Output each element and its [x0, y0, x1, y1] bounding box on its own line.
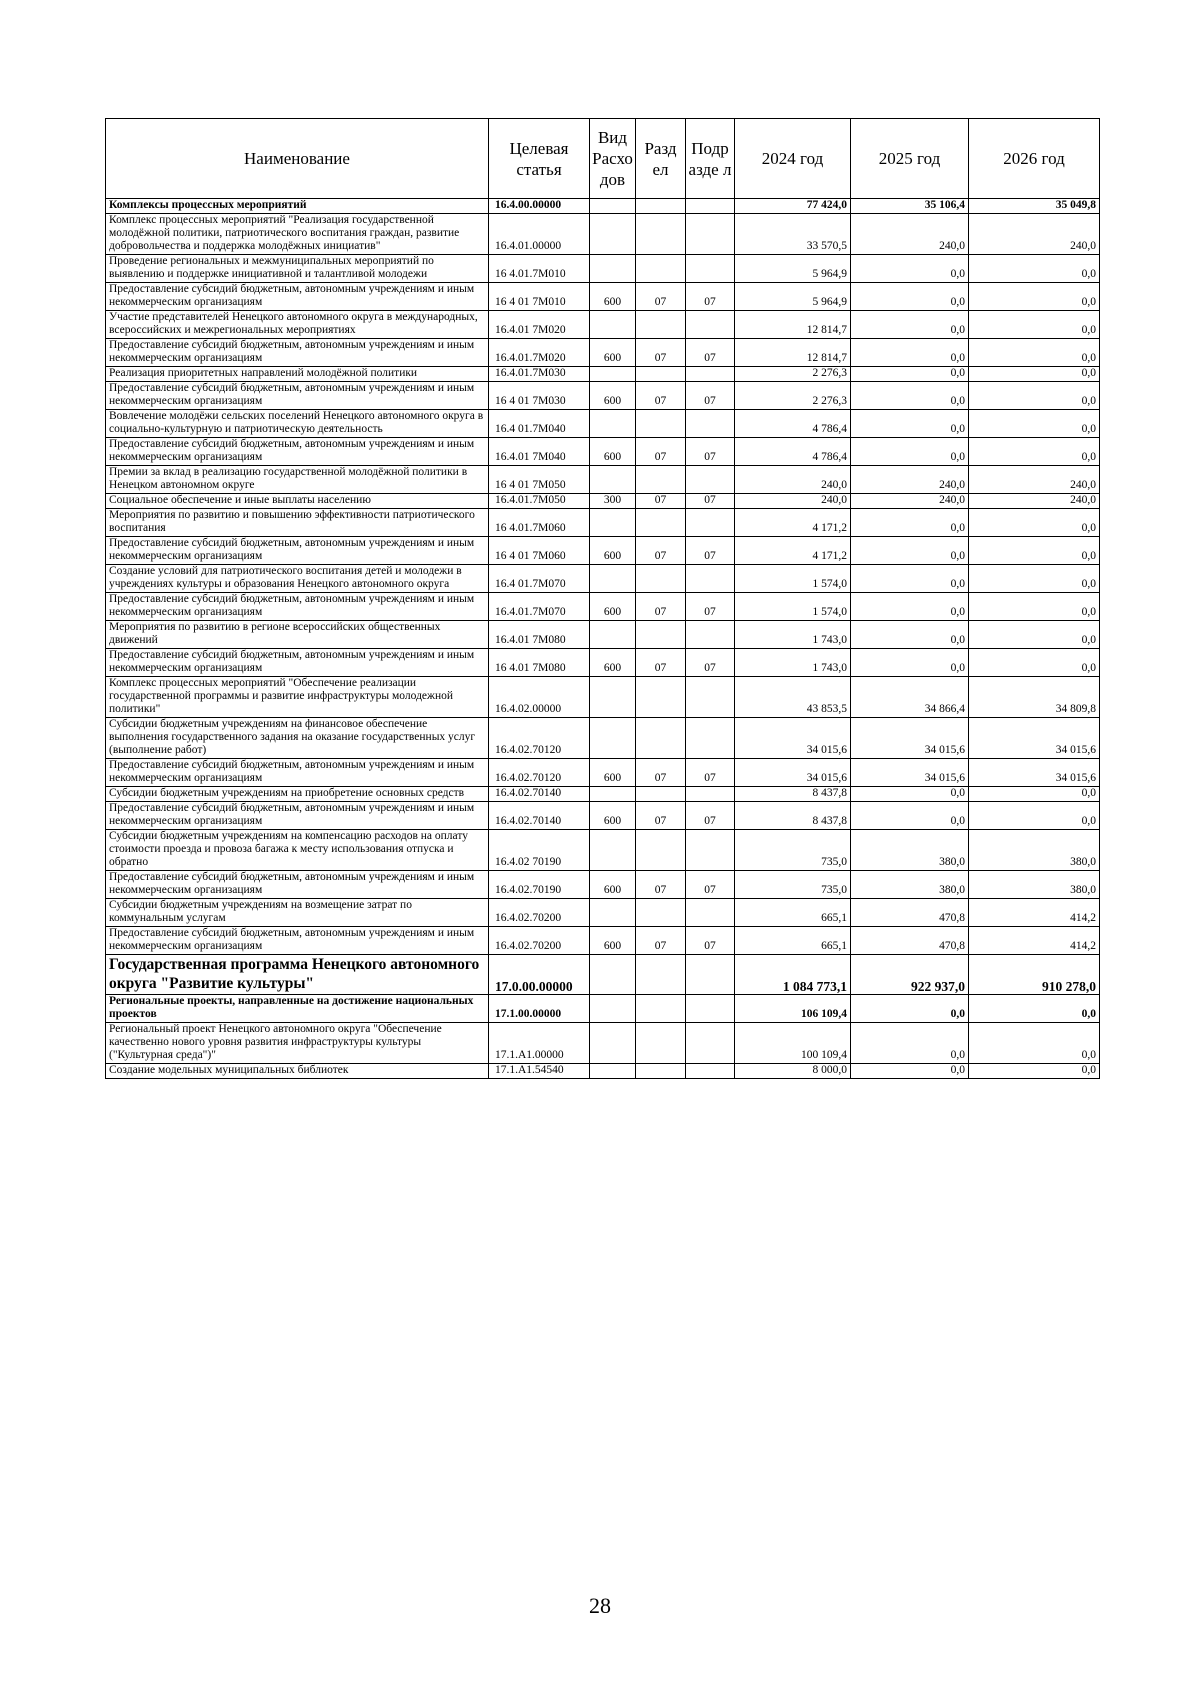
row-2026-cell: 34 809,8 — [969, 677, 1100, 718]
row-article-cell: 16 4.01.7М060 — [489, 509, 590, 537]
row-article-cell: 16.4 01.7М070 — [489, 565, 590, 593]
table-row — [106, 802, 1100, 830]
row-section-cell — [636, 830, 686, 871]
row-2026-cell: 0,0 — [969, 410, 1100, 438]
row-section-cell — [636, 995, 686, 1023]
table-row — [106, 899, 1100, 927]
table-row — [106, 871, 1100, 899]
table-row — [106, 438, 1100, 466]
row-2025-cell: 0,0 — [851, 1023, 969, 1064]
row-subsection-cell — [686, 255, 735, 283]
row-2025-cell: 0,0 — [851, 593, 969, 621]
row-subsection-cell: 07 — [686, 649, 735, 677]
row-article-cell: 16.4.02.70190 — [489, 871, 590, 899]
row-section-cell — [636, 1023, 686, 1064]
row-subsection-cell — [686, 214, 735, 255]
row-section-cell: 07 — [636, 283, 686, 311]
row-2026-cell: 0,0 — [969, 787, 1100, 802]
row-article-cell: 16.4.00.00000 — [489, 199, 590, 214]
table-row — [106, 649, 1100, 677]
row-article-cell: 16 4 01 7М060 — [489, 537, 590, 565]
row-section-cell: 07 — [636, 927, 686, 955]
row-type-cell — [590, 410, 636, 438]
row-section-cell — [636, 367, 686, 382]
row-type-cell — [590, 509, 636, 537]
row-name-cell: Социальное обеспечение и иные выплаты населению — [106, 494, 489, 509]
table-row — [106, 255, 1100, 283]
row-2025-cell: 0,0 — [851, 537, 969, 565]
row-subsection-cell — [686, 621, 735, 649]
row-2024-cell: 12 814,7 — [735, 311, 851, 339]
row-2026-cell: 0,0 — [969, 283, 1100, 311]
budget-table — [105, 118, 1100, 1079]
row-2024-cell: 100 109,4 — [735, 1023, 851, 1064]
row-2026-cell: 380,0 — [969, 871, 1100, 899]
row-2025-cell: 0,0 — [851, 621, 969, 649]
row-2026-cell: 0,0 — [969, 537, 1100, 565]
row-name-cell: Комплекс процессных мероприятий "Реализация государственной молодёжной политики, патриотического воспитания граждан, развитие добровольчества и поддержка молодёжных инициатив" — [106, 214, 489, 255]
row-2025-cell: 0,0 — [851, 410, 969, 438]
row-section-cell — [636, 955, 686, 995]
row-article-cell: 17.1.А1.54540 — [489, 1064, 590, 1079]
row-article-cell: 16.4.01.7М030 — [489, 367, 590, 382]
row-subsection-cell — [686, 995, 735, 1023]
row-section-cell: 07 — [636, 759, 686, 787]
row-2024-cell: 106 109,4 — [735, 995, 851, 1023]
row-section-cell: 07 — [636, 593, 686, 621]
table-row — [106, 1023, 1100, 1064]
row-2026-cell: 380,0 — [969, 830, 1100, 871]
row-name-cell: Субсидии бюджетным учреждениям на приобретение основных средств — [106, 787, 489, 802]
header-subsection: Подр азде л — [686, 119, 735, 199]
table-row — [106, 787, 1100, 802]
row-2024-cell: 8 000,0 — [735, 1064, 851, 1079]
table-row — [106, 283, 1100, 311]
row-type-cell — [590, 677, 636, 718]
table-row — [106, 593, 1100, 621]
row-subsection-cell — [686, 787, 735, 802]
row-subsection-cell: 07 — [686, 537, 735, 565]
row-2025-cell: 34 866,4 — [851, 677, 969, 718]
row-section-cell — [636, 466, 686, 494]
row-2024-cell: 240,0 — [735, 494, 851, 509]
row-name-cell: Субсидии бюджетным учреждениям на финансовое обеспечение выполнения государственного задания на оказание государственных услуг (выполнение работ) — [106, 718, 489, 759]
row-2024-cell: 2 276,3 — [735, 367, 851, 382]
row-name-cell: Комплекс процессных мероприятий "Обеспечение реализации государственной программы и развитие инфраструктуры молодежной политики" — [106, 677, 489, 718]
table-row — [106, 214, 1100, 255]
row-2025-cell: 0,0 — [851, 565, 969, 593]
row-type-cell: 300 — [590, 494, 636, 509]
row-2026-cell: 34 015,6 — [969, 759, 1100, 787]
row-2026-cell: 414,2 — [969, 899, 1100, 927]
row-type-cell: 600 — [590, 871, 636, 899]
row-2025-cell: 240,0 — [851, 214, 969, 255]
row-article-cell: 17.1.А1.00000 — [489, 1023, 590, 1064]
row-type-cell — [590, 311, 636, 339]
row-name-cell: Субсидии бюджетным учреждениям на возмещение затрат по коммунальным услугам — [106, 899, 489, 927]
table-row — [106, 995, 1100, 1023]
row-2026-cell: 0,0 — [969, 1023, 1100, 1064]
row-2026-cell: 0,0 — [969, 382, 1100, 410]
row-name-cell: Государственная программа Ненецкого автономного округа "Развитие культуры" — [106, 955, 489, 995]
row-type-cell — [590, 899, 636, 927]
row-type-cell — [590, 1064, 636, 1079]
row-2026-cell: 240,0 — [969, 494, 1100, 509]
row-section-cell: 07 — [636, 438, 686, 466]
table-row — [106, 311, 1100, 339]
row-2024-cell: 4 171,2 — [735, 537, 851, 565]
row-article-cell: 16.4.02.70120 — [489, 718, 590, 759]
row-2024-cell: 33 570,5 — [735, 214, 851, 255]
header-type: Вид Расхо дов — [590, 119, 636, 199]
header-2024: 2024 год — [735, 119, 851, 199]
row-name-cell: Субсидии бюджетным учреждениям на компенсацию расходов на оплату стоимости проезда и провоза багажа к месту использования отпуска и обратно — [106, 830, 489, 871]
row-2025-cell: 380,0 — [851, 830, 969, 871]
row-name-cell: Премии за вклад в реализацию государственной молодёжной политики в Ненецком автономном округе — [106, 466, 489, 494]
row-name-cell: Создание модельных муниципальных библиотек — [106, 1064, 489, 1079]
row-article-cell: 16 4.01 7М080 — [489, 649, 590, 677]
row-subsection-cell — [686, 1023, 735, 1064]
row-type-cell: 600 — [590, 382, 636, 410]
row-subsection-cell — [686, 955, 735, 995]
row-article-cell: 16.4.02.70140 — [489, 802, 590, 830]
row-section-cell — [636, 255, 686, 283]
row-section-cell: 07 — [636, 649, 686, 677]
row-type-cell — [590, 830, 636, 871]
row-2024-cell: 2 276,3 — [735, 382, 851, 410]
row-2024-cell: 1 084 773,1 — [735, 955, 851, 995]
row-2024-cell: 8 437,8 — [735, 802, 851, 830]
row-type-cell: 600 — [590, 649, 636, 677]
row-2024-cell: 665,1 — [735, 899, 851, 927]
row-subsection-cell: 07 — [686, 871, 735, 899]
row-section-cell — [636, 718, 686, 759]
row-2026-cell: 0,0 — [969, 621, 1100, 649]
row-2026-cell: 0,0 — [969, 995, 1100, 1023]
header-name: Наименование — [106, 119, 489, 199]
row-type-cell: 600 — [590, 339, 636, 367]
row-2024-cell: 665,1 — [735, 927, 851, 955]
row-2025-cell: 0,0 — [851, 367, 969, 382]
row-2026-cell: 34 015,6 — [969, 718, 1100, 759]
row-article-cell: 16.4.02.70200 — [489, 899, 590, 927]
row-article-cell: 17.1.00.00000 — [489, 995, 590, 1023]
row-article-cell: 16.4.02 70190 — [489, 830, 590, 871]
row-2026-cell: 240,0 — [969, 214, 1100, 255]
row-2026-cell: 0,0 — [969, 255, 1100, 283]
row-2026-cell: 0,0 — [969, 802, 1100, 830]
row-article-cell: 16 4.01.7М010 — [489, 255, 590, 283]
row-article-cell: 16.4.01 7М080 — [489, 621, 590, 649]
row-name-cell: Предоставление субсидий бюджетным, автономным учреждениям и иным некоммерческим организациям — [106, 802, 489, 830]
row-2024-cell: 1 743,0 — [735, 649, 851, 677]
row-2026-cell: 910 278,0 — [969, 955, 1100, 995]
row-2025-cell: 0,0 — [851, 283, 969, 311]
row-name-cell: Предоставление субсидий бюджетным, автономным учреждениям и иным некоммерческим организациям — [106, 759, 489, 787]
row-type-cell — [590, 255, 636, 283]
row-subsection-cell: 07 — [686, 283, 735, 311]
row-type-cell — [590, 367, 636, 382]
table-row — [106, 677, 1100, 718]
row-type-cell: 600 — [590, 927, 636, 955]
row-name-cell: Вовлечение молодёжи сельских поселений Ненецкого автономного округа в социально-культурную и патриотическую деятельность — [106, 410, 489, 438]
row-section-cell — [636, 565, 686, 593]
row-2026-cell: 0,0 — [969, 593, 1100, 621]
row-type-cell: 600 — [590, 802, 636, 830]
row-subsection-cell — [686, 199, 735, 214]
row-2024-cell: 5 964,9 — [735, 255, 851, 283]
row-2026-cell: 0,0 — [969, 367, 1100, 382]
table-row — [106, 339, 1100, 367]
row-article-cell: 16 4 01 7М050 — [489, 466, 590, 494]
row-type-cell — [590, 718, 636, 759]
row-type-cell: 600 — [590, 283, 636, 311]
header-section: Разд ел — [636, 119, 686, 199]
row-2026-cell: 414,2 — [969, 927, 1100, 955]
row-section-cell — [636, 899, 686, 927]
row-2024-cell: 43 853,5 — [735, 677, 851, 718]
row-name-cell: Предоставление субсидий бюджетным, автономным учреждениям и иным некоммерческим организациям — [106, 438, 489, 466]
row-name-cell: Предоставление субсидий бюджетным, автономным учреждениям и иным некоммерческим организациям — [106, 593, 489, 621]
table-row — [106, 509, 1100, 537]
row-2025-cell: 470,8 — [851, 899, 969, 927]
table-row — [106, 537, 1100, 565]
row-2026-cell: 0,0 — [969, 1064, 1100, 1079]
row-2024-cell: 5 964,9 — [735, 283, 851, 311]
row-name-cell: Предоставление субсидий бюджетным, автономным учреждениям и иным некоммерческим организациям — [106, 537, 489, 565]
row-2025-cell: 470,8 — [851, 927, 969, 955]
row-name-cell: Предоставление субсидий бюджетным, автономным учреждениям и иным некоммерческим организациям — [106, 871, 489, 899]
row-section-cell — [636, 621, 686, 649]
row-article-cell: 17.0.00.00000 — [489, 955, 590, 995]
row-name-cell: Мероприятия по развитию и повышению эффективности патриотического воспитания — [106, 509, 489, 537]
row-section-cell: 07 — [636, 382, 686, 410]
row-2025-cell: 34 015,6 — [851, 759, 969, 787]
row-2025-cell: 0,0 — [851, 1064, 969, 1079]
row-name-cell: Региональные проекты, направленные на достижение национальных проектов — [106, 995, 489, 1023]
row-article-cell: 16.4.02.70200 — [489, 927, 590, 955]
row-2024-cell: 34 015,6 — [735, 759, 851, 787]
row-2025-cell: 0,0 — [851, 509, 969, 537]
row-2024-cell: 1 743,0 — [735, 621, 851, 649]
row-section-cell — [636, 311, 686, 339]
row-article-cell: 16.4.01.7М020 — [489, 339, 590, 367]
row-subsection-cell — [686, 466, 735, 494]
row-subsection-cell — [686, 410, 735, 438]
row-section-cell: 07 — [636, 802, 686, 830]
row-2025-cell: 0,0 — [851, 787, 969, 802]
row-type-cell — [590, 466, 636, 494]
row-type-cell — [590, 214, 636, 255]
row-2026-cell: 35 049,8 — [969, 199, 1100, 214]
row-section-cell — [636, 677, 686, 718]
row-type-cell — [590, 621, 636, 649]
table-header-row — [106, 119, 1100, 199]
row-name-cell: Реализация приоритетных направлений молодёжной политики — [106, 367, 489, 382]
row-subsection-cell — [686, 718, 735, 759]
row-2025-cell: 0,0 — [851, 311, 969, 339]
table-row — [106, 367, 1100, 382]
row-name-cell: Предоставление субсидий бюджетным, автономным учреждениям и иным некоммерческим организациям — [106, 283, 489, 311]
row-section-cell — [636, 1064, 686, 1079]
header-article: Целевая статья — [489, 119, 590, 199]
row-subsection-cell: 07 — [686, 438, 735, 466]
row-subsection-cell — [686, 899, 735, 927]
row-2025-cell: 34 015,6 — [851, 718, 969, 759]
table-row — [106, 410, 1100, 438]
row-type-cell: 600 — [590, 759, 636, 787]
row-name-cell: Предоставление субсидий бюджетным, автономным учреждениям и иным некоммерческим организациям — [106, 927, 489, 955]
row-2024-cell: 240,0 — [735, 466, 851, 494]
row-name-cell: Предоставление субсидий бюджетным, автономным учреждениям и иным некоммерческим организациям — [106, 382, 489, 410]
row-2024-cell: 735,0 — [735, 871, 851, 899]
table-row — [106, 565, 1100, 593]
row-section-cell: 07 — [636, 494, 686, 509]
table-row — [106, 199, 1100, 214]
table-row — [106, 718, 1100, 759]
row-2024-cell: 77 424,0 — [735, 199, 851, 214]
row-name-cell: Мероприятия по развитию в регионе всероссийских общественных движений — [106, 621, 489, 649]
row-article-cell: 16.4.01 7М040 — [489, 438, 590, 466]
row-subsection-cell — [686, 677, 735, 718]
row-section-cell: 07 — [636, 871, 686, 899]
row-2024-cell: 4 786,4 — [735, 410, 851, 438]
row-name-cell: Комплексы процессных мероприятий — [106, 199, 489, 214]
row-2025-cell: 35 106,4 — [851, 199, 969, 214]
row-name-cell: Проведение региональных и межмуниципальных мероприятий по выявлению и поддержке инициативной и талантливой молодежи — [106, 255, 489, 283]
row-article-cell: 16.4.01.7М050 — [489, 494, 590, 509]
row-2024-cell: 4 786,4 — [735, 438, 851, 466]
row-2026-cell: 0,0 — [969, 339, 1100, 367]
row-2024-cell: 8 437,8 — [735, 787, 851, 802]
row-2026-cell: 0,0 — [969, 438, 1100, 466]
row-name-cell: Участие представителей Ненецкого автономного округа в международных, всероссийских и межрегиональных мероприятиях — [106, 311, 489, 339]
row-2026-cell: 0,0 — [969, 649, 1100, 677]
row-section-cell: 07 — [636, 339, 686, 367]
row-article-cell: 16 4 01 7М010 — [489, 283, 590, 311]
row-article-cell: 16.4.02.70140 — [489, 787, 590, 802]
table-row — [106, 927, 1100, 955]
row-2025-cell: 922 937,0 — [851, 955, 969, 995]
row-2026-cell: 240,0 — [969, 466, 1100, 494]
row-type-cell — [590, 199, 636, 214]
row-type-cell — [590, 955, 636, 995]
row-subsection-cell: 07 — [686, 802, 735, 830]
row-section-cell — [636, 509, 686, 537]
table-row — [106, 466, 1100, 494]
row-article-cell: 16 4 01 7М030 — [489, 382, 590, 410]
header-2025: 2025 год — [851, 119, 969, 199]
row-2025-cell: 240,0 — [851, 494, 969, 509]
row-article-cell: 16.4.02.00000 — [489, 677, 590, 718]
row-type-cell: 600 — [590, 537, 636, 565]
row-2026-cell: 0,0 — [969, 509, 1100, 537]
table-row — [106, 621, 1100, 649]
row-2026-cell: 0,0 — [969, 565, 1100, 593]
row-2024-cell: 735,0 — [735, 830, 851, 871]
row-article-cell: 16.4.01.00000 — [489, 214, 590, 255]
row-2026-cell: 0,0 — [969, 311, 1100, 339]
row-type-cell — [590, 995, 636, 1023]
header-2026: 2026 год — [969, 119, 1100, 199]
row-2024-cell: 34 015,6 — [735, 718, 851, 759]
row-name-cell: Предоставление субсидий бюджетным, автономным учреждениям и иным некоммерческим организациям — [106, 339, 489, 367]
row-2024-cell: 4 171,2 — [735, 509, 851, 537]
row-2025-cell: 0,0 — [851, 255, 969, 283]
table-row — [106, 830, 1100, 871]
row-2025-cell: 0,0 — [851, 995, 969, 1023]
row-type-cell: 600 — [590, 438, 636, 466]
table-row — [106, 382, 1100, 410]
row-section-cell: 07 — [636, 537, 686, 565]
row-name-cell: Создание условий для патриотического воспитания детей и молодежи в учреждениях культуры и образования Ненецкого автономного округа — [106, 565, 489, 593]
page-number: 28 — [589, 1593, 611, 1618]
row-subsection-cell — [686, 367, 735, 382]
row-subsection-cell: 07 — [686, 339, 735, 367]
row-2024-cell: 1 574,0 — [735, 565, 851, 593]
row-subsection-cell — [686, 311, 735, 339]
row-name-cell: Предоставление субсидий бюджетным, автономным учреждениям и иным некоммерческим организациям — [106, 649, 489, 677]
row-subsection-cell: 07 — [686, 927, 735, 955]
row-article-cell: 16.4.01 7М020 — [489, 311, 590, 339]
row-type-cell — [590, 565, 636, 593]
row-2025-cell: 0,0 — [851, 339, 969, 367]
row-2024-cell: 1 574,0 — [735, 593, 851, 621]
row-type-cell — [590, 1023, 636, 1064]
row-2025-cell: 380,0 — [851, 871, 969, 899]
table-row — [106, 955, 1100, 995]
row-2025-cell: 0,0 — [851, 438, 969, 466]
row-section-cell — [636, 410, 686, 438]
row-subsection-cell — [686, 830, 735, 871]
budget-table-container — [105, 118, 1099, 1079]
row-2025-cell: 0,0 — [851, 649, 969, 677]
row-2025-cell: 240,0 — [851, 466, 969, 494]
row-section-cell — [636, 199, 686, 214]
row-subsection-cell: 07 — [686, 759, 735, 787]
table-row — [106, 759, 1100, 787]
row-article-cell: 16.4 01.7М040 — [489, 410, 590, 438]
table-row — [106, 494, 1100, 509]
table-row — [106, 1064, 1100, 1079]
row-section-cell — [636, 787, 686, 802]
row-subsection-cell — [686, 1064, 735, 1079]
row-article-cell: 16.4.02.70120 — [489, 759, 590, 787]
table-body — [106, 199, 1100, 1079]
row-section-cell — [636, 214, 686, 255]
row-subsection-cell: 07 — [686, 593, 735, 621]
row-type-cell — [590, 787, 636, 802]
row-subsection-cell: 07 — [686, 494, 735, 509]
row-subsection-cell — [686, 565, 735, 593]
row-article-cell: 16.4.01.7М070 — [489, 593, 590, 621]
row-2024-cell: 12 814,7 — [735, 339, 851, 367]
row-2025-cell: 0,0 — [851, 382, 969, 410]
row-type-cell: 600 — [590, 593, 636, 621]
row-2025-cell: 0,0 — [851, 802, 969, 830]
row-name-cell: Региональный проект Ненецкого автономного округа "Обеспечение качественно нового уровня развития инфраструктуры культуры ("Культурная среда")" — [106, 1023, 489, 1064]
row-subsection-cell — [686, 509, 735, 537]
row-subsection-cell: 07 — [686, 382, 735, 410]
